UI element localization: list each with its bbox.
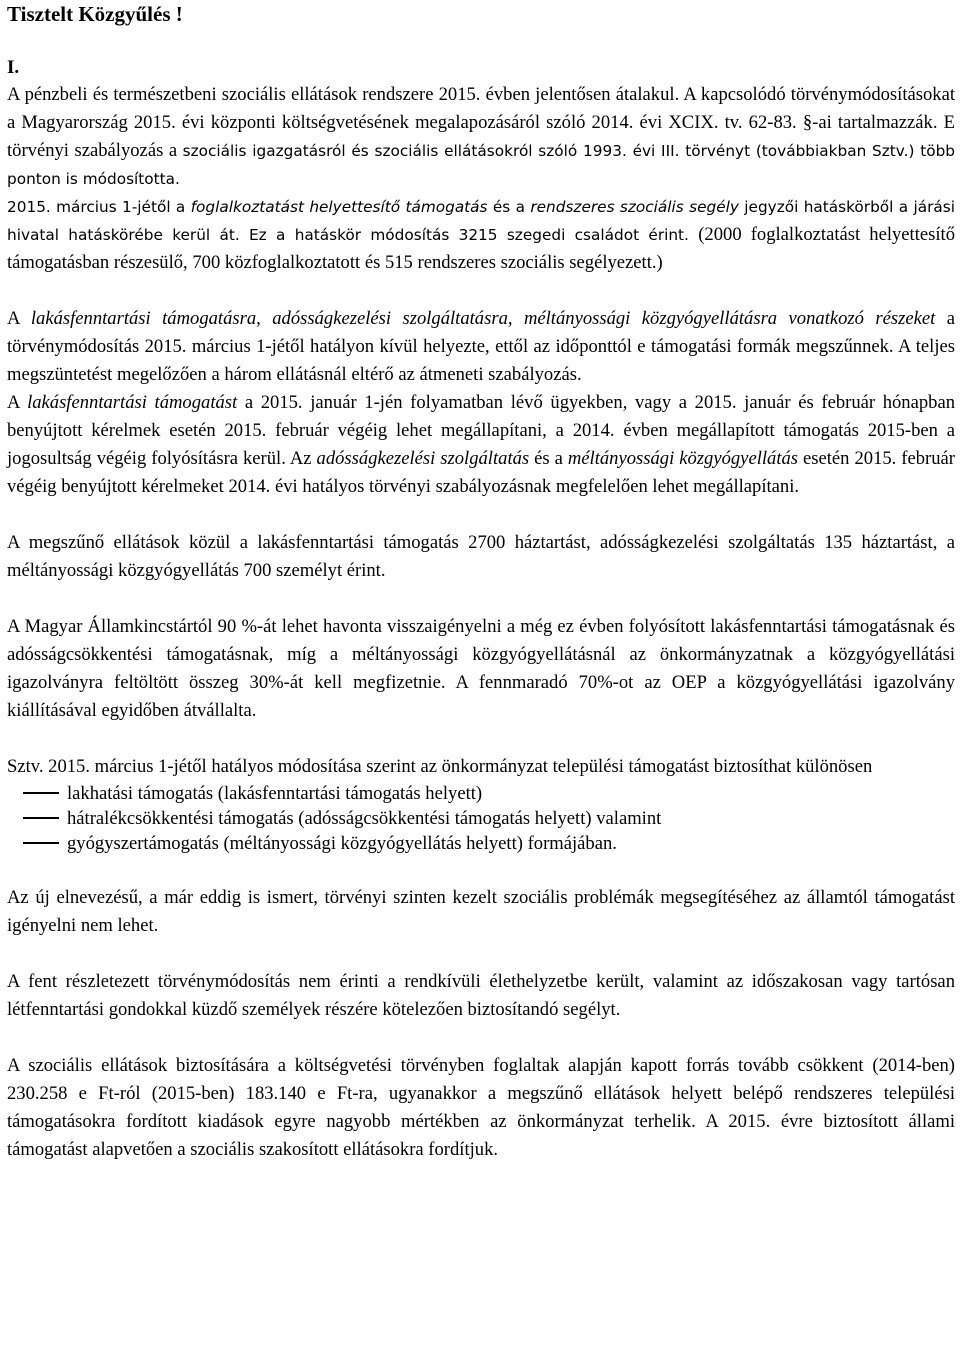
- list-item: [7, 831, 955, 856]
- spacer: [7, 940, 955, 968]
- paragraph-intro-part-a: A pénzbeli és természetbeni szociális ellátások rendszere 2015. évben jelentősen átalakul. A kapcsolódó törvénymódosításokat a Magyarország 2015. évi központi költségvetésének megalapozásáról szóló 2014. évi XCIX. tv. 62-83. §-ai tartalmazzák. E törvényi szabályozás a: [7, 84, 955, 161]
- list-item: [7, 806, 955, 831]
- support-type-list: [7, 781, 955, 856]
- list-item-text: lakhatási támogatás (lakásfenntartási támogatás helyett): [67, 783, 483, 804]
- list-item-text: hátralékcsökkentési támogatás (adósságcsökkentési támogatás helyett) valamint: [67, 808, 662, 829]
- spacer: [7, 856, 955, 884]
- paragraph-budget: A szociális ellátások biztosítására a költségvetési törvényben foglaltak alapján kapott forrás tovább csökkent (2014-ben) 230.258 e Ft-ról (2015-ben) 183.140 e Ft-ra, ugyanakkor a megszűnő ellátások helyett belépő rendszeres települési támogatásokra fordított kiadások egyre nagyobb mértékben az önkormányzat terhelik. A 2015. évre biztosított állami támogatást alapvetően a szociális szakosított ellátásokra fordítjuk.: [7, 1055, 955, 1160]
- dash-bullet: [23, 842, 59, 844]
- emphasis: rendszeres szociális segély: [530, 198, 739, 216]
- dash-bullet: [23, 817, 59, 819]
- spacer: [7, 1024, 955, 1052]
- paragraph-abolished-forms: [7, 305, 955, 389]
- emphasis: méltányossági közgyógyellátás: [567, 448, 799, 469]
- list-item-text: gyógyszertámogatás (méltányossági közgyógyellátás helyett) formájában.: [67, 833, 617, 854]
- dash-bullet: [23, 792, 59, 794]
- text: (2000 foglalkoztatást helyettesítő támogatásban részesülő, 700 közfoglalkoztatott és 515 rendszeres szociális segélyezett.): [7, 224, 955, 273]
- paragraph-intro: [7, 81, 955, 193]
- paragraph-new-names: Az új elnevezésű, a már eddig is ismert, törvényi szinten kezelt szociális problémák megsegítéséhez az államtól támogatást igényelni nem lehet.: [7, 887, 955, 936]
- text: és a: [529, 448, 568, 469]
- emphasis: lakásfenntartási támogatásra, adósságkezelési szolgáltatásra, méltányossági közgyógyellátásra vonatkozó részeket: [30, 308, 936, 329]
- text: A: [7, 308, 31, 329]
- text: és a: [487, 198, 531, 216]
- emphasis: lakásfenntartási támogatást: [27, 392, 238, 413]
- document-heading: Tisztelt Közgyűlés !: [7, 2, 183, 26]
- emphasis: foglalkoztatást helyettesítő támogatás: [190, 198, 488, 216]
- list-item: [7, 781, 955, 806]
- paragraph-treasury-funding: A Magyar Államkincstártól 90 %-át lehet havonta visszaigényelni a még ez évben folyósított lakásfenntartási támogatásnak és adósságcsökkentési támogatásnak, míg a méltányossági közgyógyellátásnál az önkormányzatnak a közgyógyellátási igazolványra feltöltött összeg 30%-át kell megfizetnie. A fennmaradó 70%-ot az OEP a közgyógyellátási igazolvány kiállításával egyidőben átvállalta.: [7, 616, 955, 721]
- text: esetén 2015. február végéig benyújtott kérelmeket 2014. évi hatályos törvényi szabályozásnak megfelelően lehet megállapítani.: [7, 448, 955, 497]
- emphasis: adósságkezelési szolgáltatás: [316, 448, 530, 469]
- text: a 2015. január 1-jén folyamatban lévő ügyekben, vagy a 2015. január és február hónapban benyújtott kérelmek esetén 2015. február végéig lehet megállapítani, a 2014. évben megállapított támogatás 2015-ben a jogosultság végéig folyósításra kerül. Az: [7, 392, 955, 469]
- document-page: [7, 0, 955, 1164]
- spacer: [7, 277, 955, 305]
- section-number: I.: [7, 57, 20, 78]
- spacer: [7, 501, 955, 529]
- paragraph-job-support: [7, 193, 955, 277]
- text: A: [7, 392, 28, 413]
- spacer: [7, 725, 955, 753]
- text: 2015. március 1-jétől a: [7, 198, 191, 216]
- paragraph-transition-rules: [7, 389, 955, 501]
- paragraph-affected-counts: A megszűnő ellátások közül a lakásfenntartási támogatás 2700 háztartást, adósságkezelési szolgáltatás 135 háztartást, a méltányossági közgyógyellátás 700 személyt érint.: [7, 532, 955, 581]
- paragraph-municipal-support: Sztv. 2015. március 1-jétől hatályos módosítása szerint az önkormányzat települési támogatást biztosíthat különösen: [7, 756, 873, 777]
- text: jegyzői hatáskörből a járási hivatal hatáskörébe kerül át. Ez a hatáskör módosítás 3215 szegedi családot érint.: [7, 198, 955, 244]
- paragraph-intro-part-b: szociális igazgatásról és szociális ellátásokról szóló 1993. évi III. törvényt (továbbiakban Sztv.) több ponton is módosította.: [7, 142, 955, 188]
- text: a törvénymódosítás 2015. március 1-jétől hatályon kívül helyezte, ettől az időponttól e támogatási formák megszűnnek. A teljes megszüntetést megelőzően a három ellátásnál eltérő az átmeneti szabályozás.: [7, 308, 955, 385]
- spacer: [7, 585, 955, 613]
- paragraph-emergency-aid: A fent részletezett törvénymódosítás nem érinti a rendkívüli élethelyzetbe került, valamint az időszakosan vagy tartósan létfenntartási gondokkal küzdő személyek részére kötelezően biztosítandó segélyt.: [7, 971, 955, 1020]
